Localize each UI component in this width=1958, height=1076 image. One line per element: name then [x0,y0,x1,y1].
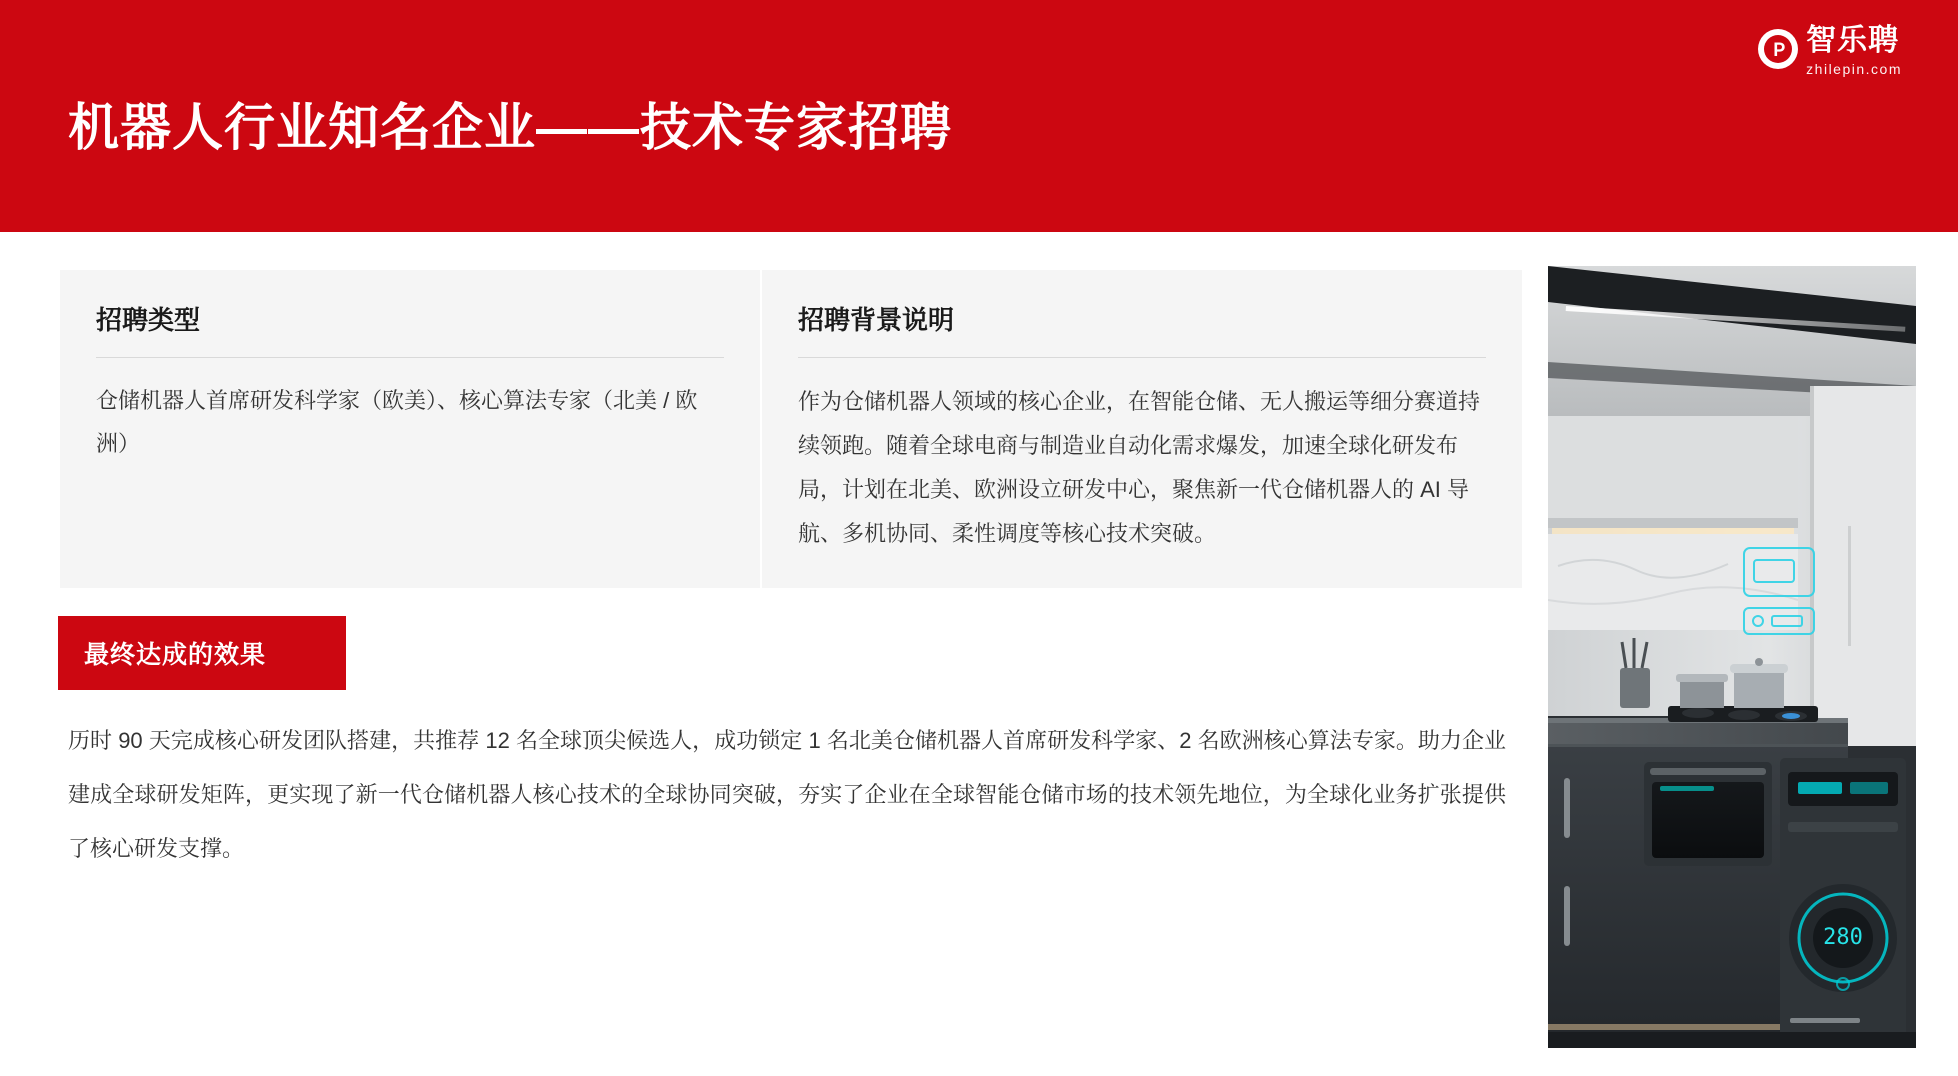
page-title: 机器人行业知名企业——技术专家招聘 [68,99,953,156]
result-text: 历时 90 天完成核心研发团队搭建，共推荐 12 名全球顶尖候选人，成功锁定 1 名北美仓储机器人首席研发科学家、2 名欧洲核心算法专家。助力企业建成全球研发矩阵，更实现了新一代仓储机器人核心技术的全球协同突破，夯实了企业在全球智能仓储市场的技术领先地位，为全球化业务扩张提供了核心研发支撑。 [68,728,1506,861]
page-content [0,232,1958,1076]
svg-text:280: 280 [1823,925,1863,950]
brand-logo [1758,26,1902,76]
card-recruit-type-title: 招聘类型 [96,300,724,358]
result-badge: 最终达成的效果 [58,616,346,690]
card-recruit-type [60,270,760,588]
modern-kitchen-photo [1548,266,1916,1048]
page-header [0,0,1958,232]
card-recruit-background-title: 招聘背景说明 [798,300,1486,358]
card-recruit-type-body: 仓储机器人首席研发科学家（欧美）、核心算法专家（北美 / 欧洲） [96,388,698,456]
logo-domain: zhilepin.com [1806,61,1902,77]
p-logo-icon [1758,29,1798,69]
card-recruit-background [762,270,1522,588]
card-recruit-background-body: 作为仓储机器人领域的核心企业，在智能仓储、无人搬运等细分赛道持续领跑。随着全球电商与制造业自动化需求爆发，加速全球化研发布局，计划在北美、欧洲设立研发中心，聚焦新一代仓储机器人的 AI 导航、多机协同、柔性调度等核心技术突破。 [798,389,1481,546]
logo-name: 智乐聘 [1806,24,1900,57]
